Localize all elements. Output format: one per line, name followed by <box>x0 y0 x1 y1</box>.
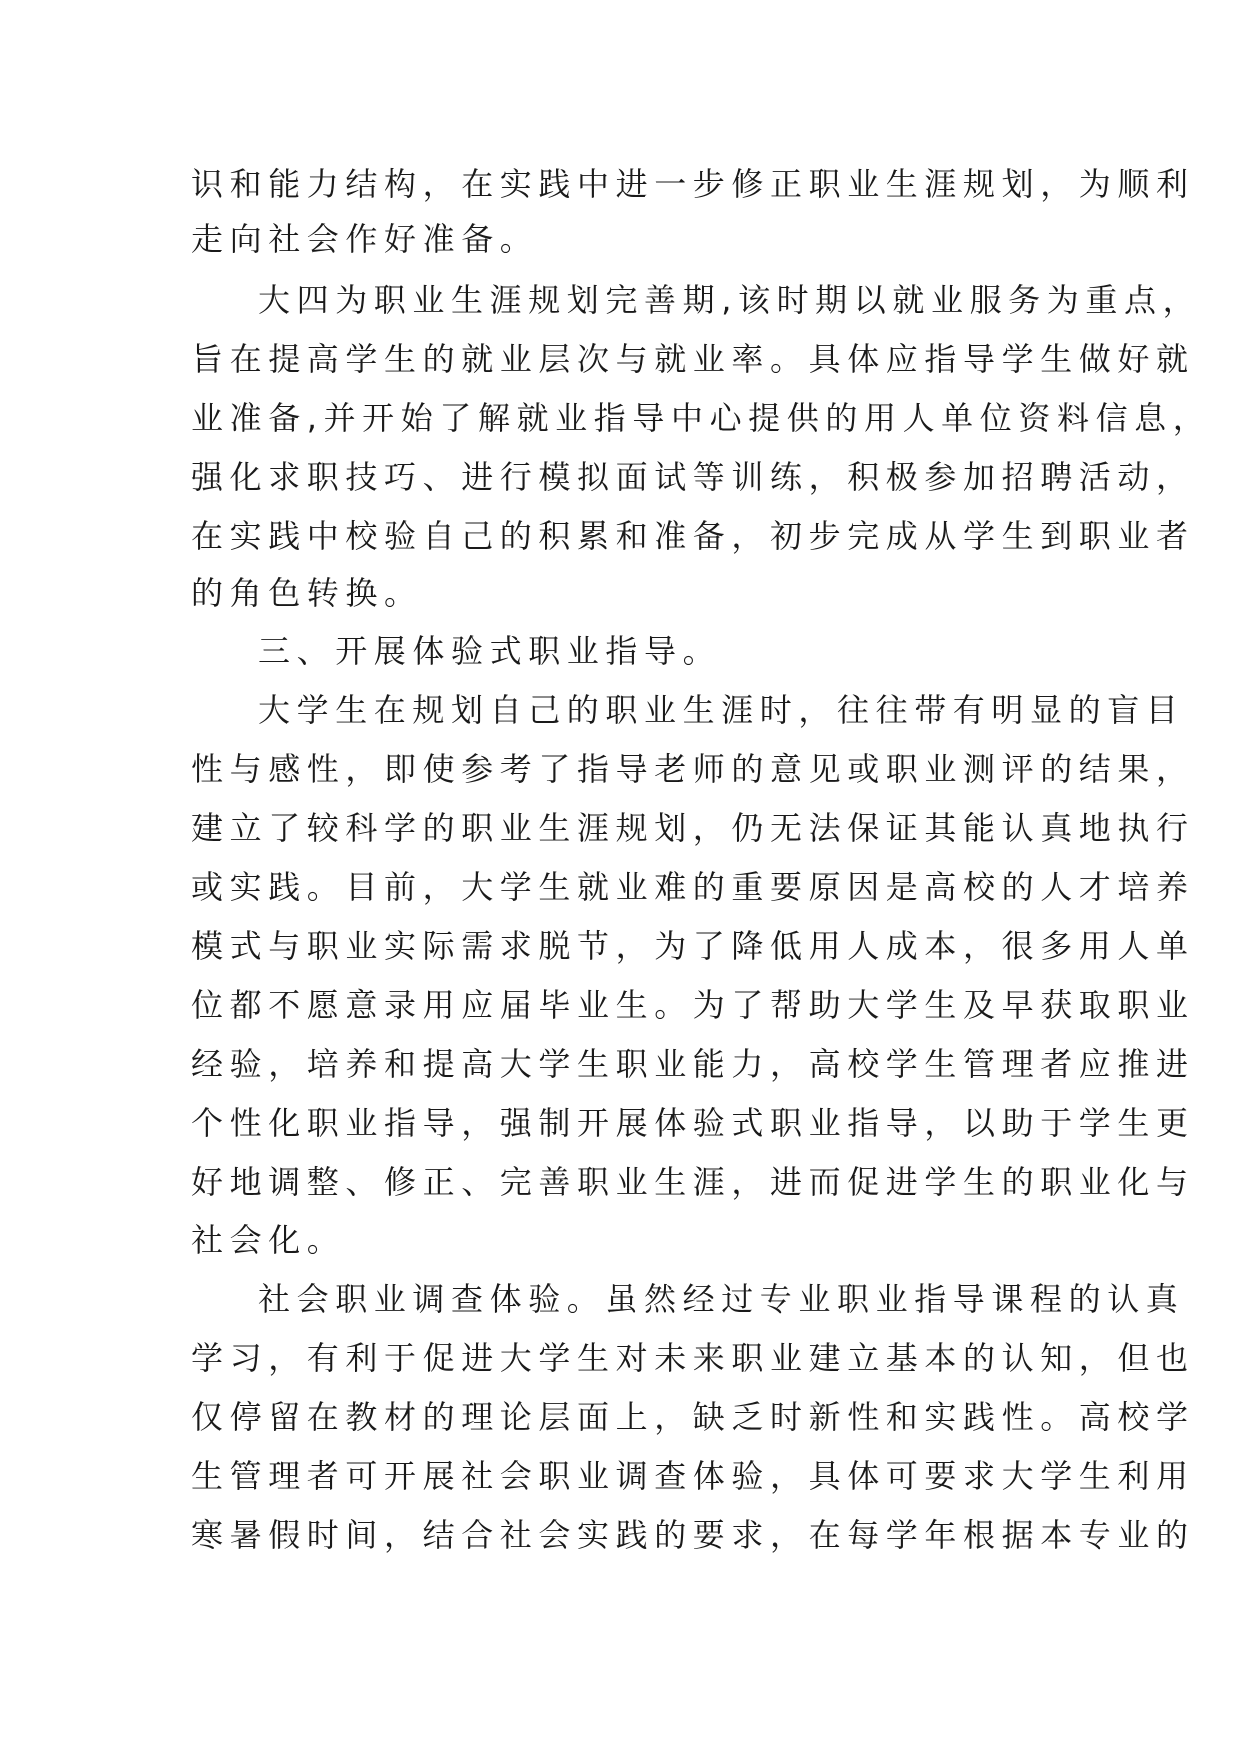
text-line: 在实践中校验自己的积累和准备，初步完成从学生到职业者 <box>191 517 1195 555</box>
text-line: 大学生在规划自己的职业生涯时，往往带有明显的盲目 <box>258 691 1185 729</box>
text-line: 学习，有利于促进大学生对未来职业建立基本的认知，但也 <box>191 1339 1195 1377</box>
text-line: 个性化职业指导，强制开展体验式职业指导，以助于学生更 <box>191 1104 1195 1142</box>
text-line: 社会化。 <box>191 1221 346 1259</box>
text-line: 识和能力结构，在实践中进一步修正职业生涯规划，为顺利 <box>191 165 1195 203</box>
text-line: 仅停留在教材的理论层面上，缺乏时新性和实践性。高校学 <box>191 1398 1195 1436</box>
text-line: 强化求职技巧、进行模拟面试等训练，积极参加招聘活动， <box>191 458 1195 496</box>
text-line: 的角色转换。 <box>191 574 423 612</box>
text-line: 旨在提高学生的就业层次与就业率。具体应指导学生做好就 <box>191 340 1195 378</box>
text-line: 走向社会作好准备。 <box>191 220 539 258</box>
text-line: 建立了较科学的职业生涯规划，仍无法保证其能认真地执行 <box>191 809 1195 847</box>
text-line: 寒暑假时间，结合社会实践的要求，在每学年根据本专业的 <box>191 1516 1195 1554</box>
text-line: 大四为职业生涯规划完善期,该时期以就业服务为重点， <box>258 281 1202 319</box>
text-line: 业准备,并开始了解就业指导中心提供的用人单位资料信息， <box>191 399 1212 437</box>
text-line: 位都不愿意录用应届毕业生。为了帮助大学生及早获取职业 <box>191 986 1195 1024</box>
text-line: 经验，培养和提高大学生职业能力，高校学生管理者应推进 <box>191 1045 1195 1083</box>
text-line: 生管理者可开展社会职业调查体验，具体可要求大学生利用 <box>191 1457 1195 1495</box>
text-line: 社会职业调查体验。虽然经过专业职业指导课程的认真 <box>258 1280 1185 1318</box>
text-line: 或实践。目前，大学生就业难的重要原因是高校的人才培养 <box>191 868 1195 906</box>
text-line: 好地调整、修正、完善职业生涯，进而促进学生的职业化与 <box>191 1163 1195 1201</box>
section-heading: 三、开展体验式职业指导。 <box>258 632 722 670</box>
text-line: 模式与职业实际需求脱节，为了降低用人成本，很多用人单 <box>191 927 1195 965</box>
text-line: 性与感性，即使参考了指导老师的意见或职业测评的结果， <box>191 750 1195 788</box>
